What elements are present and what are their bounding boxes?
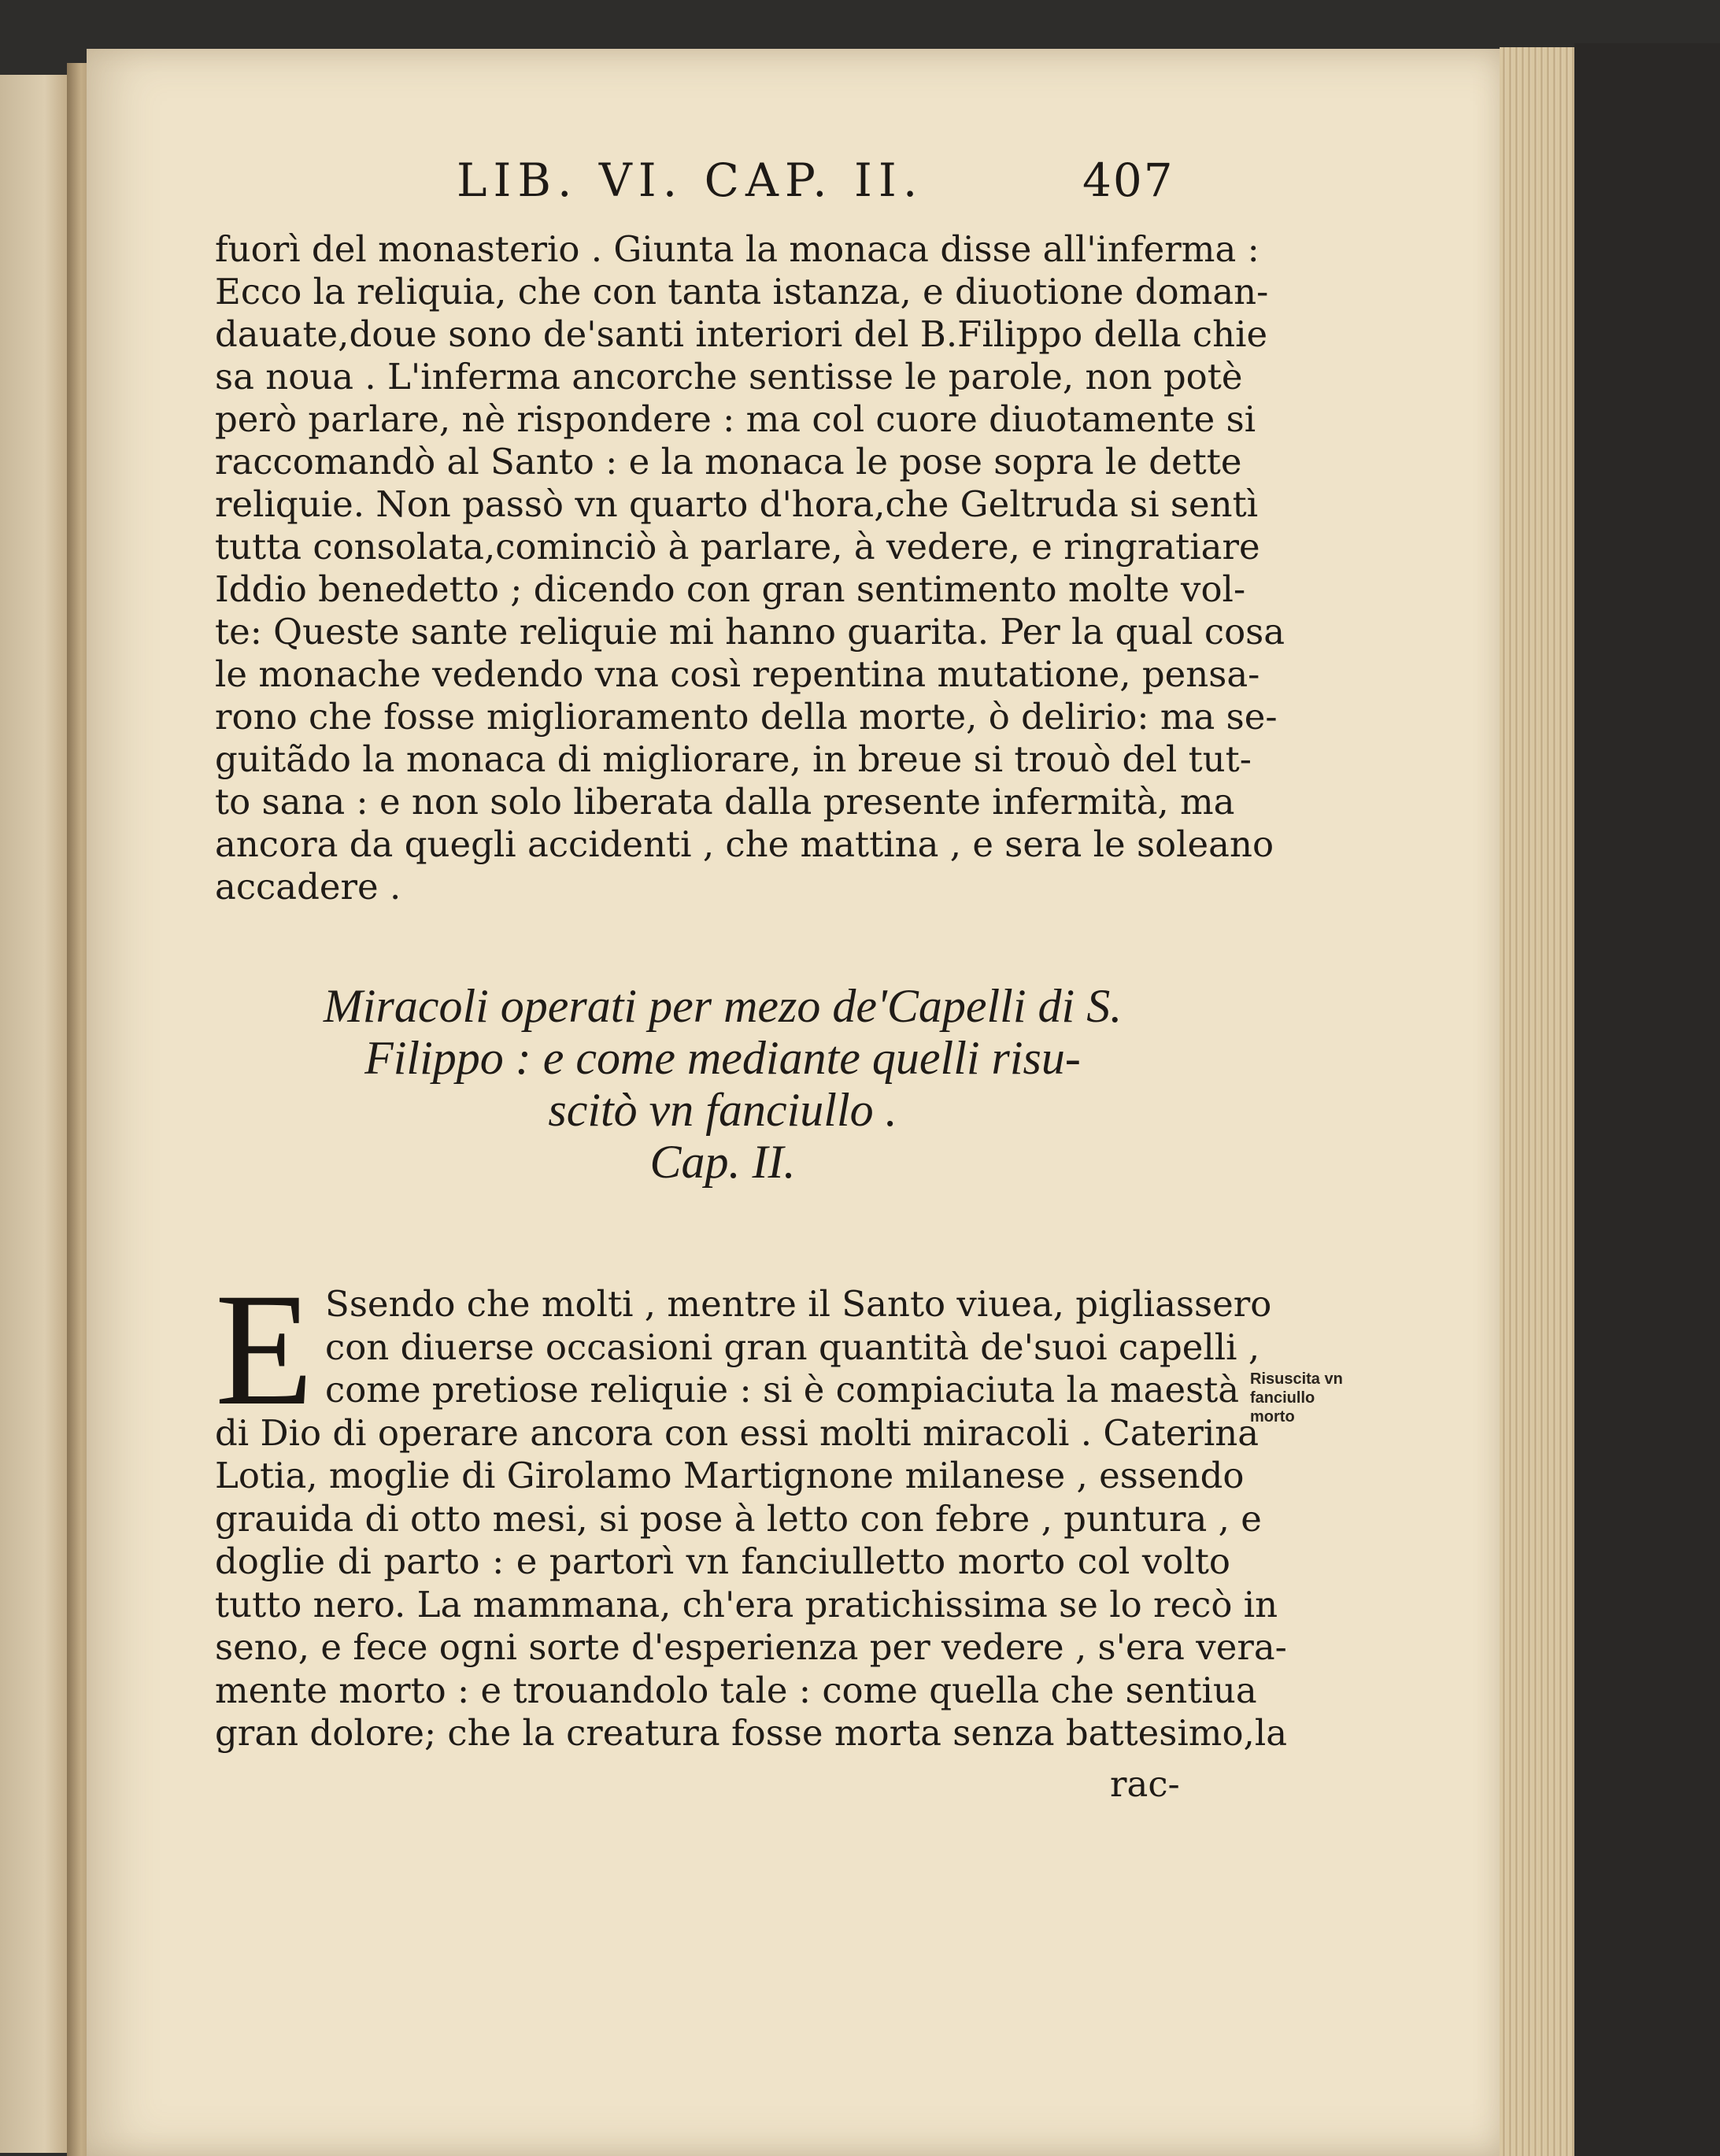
text-line: Lotia, moglie di Girolamo Martignone milanese , essendo	[215, 1455, 1245, 1496]
text-line: te: Queste sante reliquie mi hanno guarita. Per la qual cosa	[215, 611, 1285, 653]
page-number: 407	[1082, 153, 1174, 207]
text-line: con diuerse occasioni gran quantità de'suoi capelli ,	[325, 1326, 1260, 1368]
text-line: to sana : e non solo liberata dalla presente infermità, ma	[215, 781, 1235, 823]
left-page-edge	[0, 75, 75, 2153]
marginal-note-line: Risuscita vn	[1250, 1370, 1343, 1388]
text-line: seno, e fece ogni sorte d'esperienza per vedere , s'era vera-	[215, 1626, 1287, 1668]
marginal-note	[1250, 1370, 1407, 1426]
page-fore-edge	[1500, 47, 1578, 2156]
text-line: Ecco la reliquia, che con tanta istanza, e diuotione doman-	[215, 271, 1269, 312]
catchword: rac-	[1110, 1763, 1180, 1805]
drop-cap: E	[215, 1260, 314, 1439]
paragraph-1	[215, 228, 1285, 908]
text-line: mente morto : e trouandolo tale : come quella che sentiua	[215, 1669, 1257, 1711]
heading-line: Filippo : e come mediante quelli risu-	[364, 1032, 1081, 1084]
text-line: gran dolore; che la creatura fosse morta senza battesimo,la	[215, 1712, 1288, 1754]
text-line: Iddio benedetto ; dicendo con gran sentimento molte vol-	[215, 568, 1246, 610]
text-line: tutto nero. La mammana, ch'era pratichissima se lo recò in	[215, 1583, 1278, 1625]
heading-line: Cap. II.	[649, 1136, 796, 1188]
text-line: fuorì del monasterio . Giunta la monaca disse all'inferma :	[215, 228, 1259, 270]
text-line: di Dio di operare ancora con essi molti miracoli . Caterina	[215, 1411, 1259, 1454]
heading-line: scitò vn fanciullo .	[548, 1084, 897, 1136]
heading-line: Miracoli operati per mezo de'Capelli di S.	[323, 980, 1123, 1032]
chapter-heading	[215, 980, 1230, 1188]
marginal-note-line: morto	[1250, 1408, 1295, 1426]
text-line: raccomandò al Santo : e la monaca le pose sopra le dette	[215, 441, 1242, 483]
text-line: come pretiose reliquie : si è compiaciuta la maestà	[325, 1369, 1240, 1411]
text-line: accadere .	[215, 866, 401, 908]
text-line: tutta consolata,cominciò à parlare, à vedere, e ringratiare	[215, 526, 1260, 568]
text-line: Ssendo che molti , mentre il Santo viuea, pigliassero	[325, 1283, 1272, 1325]
text-line: però parlare, nè rispondere : ma col cuore diuotamente si	[215, 398, 1256, 440]
running-head	[457, 153, 1174, 209]
running-head-title: LIB. VI. CAP. II.	[457, 153, 924, 207]
text-line: dauate,doue sono de'santi interiori del B.Filippo della chie	[215, 313, 1268, 355]
text-line: doglie di parto : e partorì vn fanciulletto morto col volto	[215, 1540, 1230, 1582]
text-line: sa noua . L'inferma ancorche sentisse le parole, non potè	[215, 356, 1243, 398]
marginal-note-line: fanciullo	[1250, 1389, 1315, 1407]
text-line: reliquie. Non passò vn quarto d'hora,che Geltruda si sentì	[215, 483, 1259, 525]
text-line: rono che fosse miglioramento della morte, ò delirio: ma se-	[215, 696, 1278, 738]
text-line: guitãdo la monaca di migliorare, in breue si trouò del tut-	[215, 738, 1252, 780]
text-line: le monache vedendo vna così repentina mutatione, pensa-	[215, 653, 1260, 695]
scan-margin-right	[1574, 43, 1720, 2156]
text-line: ancora da quegli accidenti , che mattina , e sera le soleano	[215, 823, 1274, 865]
text-line: grauida di otto mesi, si pose à letto con febre , puntura , e	[215, 1497, 1262, 1540]
